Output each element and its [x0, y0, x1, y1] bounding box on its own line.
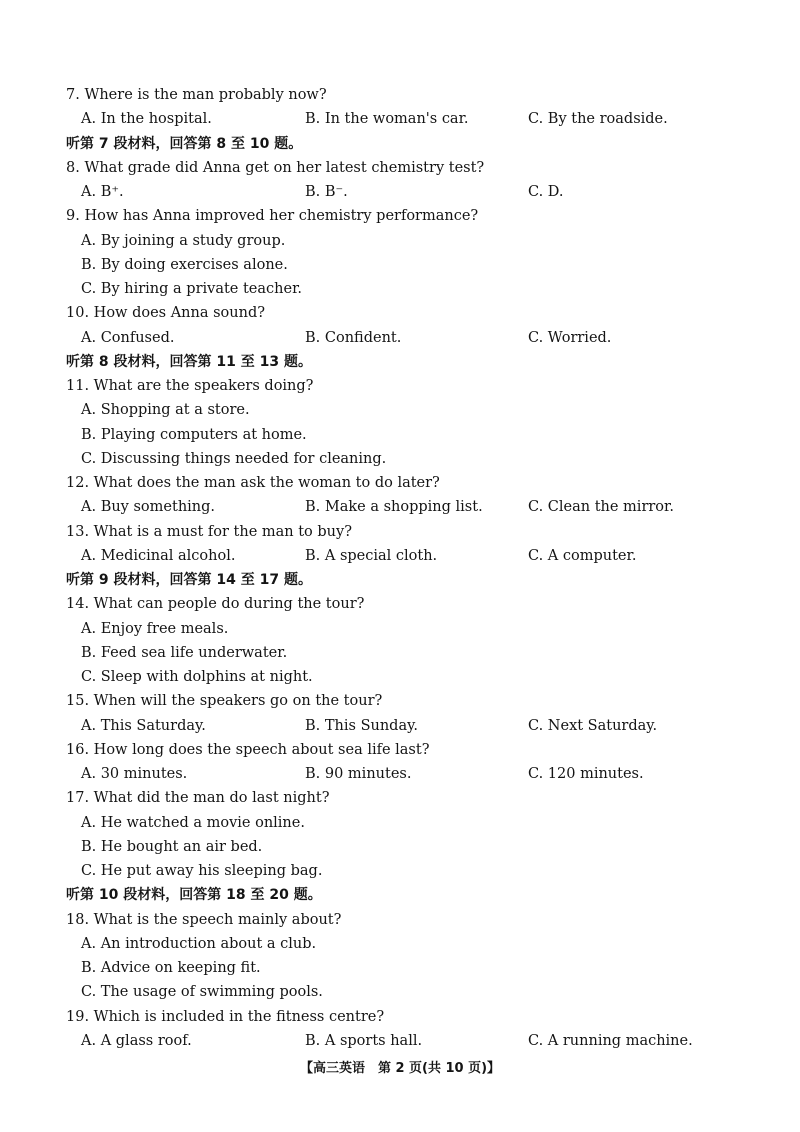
section-instruction: 听第 8 段材料，回答第 11 至 13 题。 — [66, 353, 312, 370]
option-line: B. Feed sea life underwater. — [81, 644, 288, 661]
question-text: 18. What is the speech mainly about? — [66, 911, 342, 928]
option-line: B. Playing computers at home. — [81, 426, 307, 443]
option-a: A. Medicinal alcohol. — [81, 547, 236, 564]
question-text: 10. How does Anna sound? — [66, 305, 266, 322]
option-c: C. Worried. — [528, 329, 612, 346]
option-a: A. In the hospital. — [81, 111, 212, 128]
section-instruction: 听第 7 段材料，回答第 8 至 10 题。 — [66, 135, 303, 152]
option-c: C. 120 minutes. — [528, 766, 644, 782]
option-a: A. This Saturday. — [81, 717, 206, 734]
option-c: C. D. — [528, 184, 564, 200]
question-text: 12. What does the man ask the woman to do later? — [66, 475, 440, 491]
question-text: 7. Where is the man probably now? — [66, 87, 327, 103]
question-text: 19. Which is included in the fitness centre? — [66, 1008, 385, 1025]
option-a: A. Confused. — [81, 329, 175, 346]
page-footer: 【高三英语 第 2 页(共 10 页)】 — [299, 1061, 501, 1076]
option-row — [0, 495, 800, 519]
question-text: 9. How has Anna improved her chemistry performance? — [66, 208, 479, 225]
option-line: C. Discussing things needed for cleaning. — [81, 450, 387, 467]
option-b: B. Confident. — [305, 329, 402, 346]
option-b: B. A special cloth. — [305, 547, 438, 564]
option-c: C. Clean the mirror. — [528, 499, 674, 516]
option-line: A. Shopping at a store. — [81, 402, 250, 419]
option-line: A. By joining a study group. — [81, 232, 286, 249]
option-row — [0, 1029, 800, 1053]
option-b: B. 90 minutes. — [305, 766, 412, 782]
option-a: A. B⁺. — [81, 184, 124, 200]
option-c: C. A running machine. — [528, 1032, 693, 1049]
option-line: C. By hiring a private teacher. — [81, 281, 303, 297]
option-row — [0, 714, 800, 738]
section-instruction: 听第 10 段材料，回答第 18 至 20 题。 — [66, 887, 322, 904]
option-line: A. Enjoy free meals. — [81, 620, 229, 637]
option-a: A. 30 minutes. — [81, 766, 188, 782]
question-text: 11. What are the speakers doing? — [66, 378, 314, 394]
option-line: C. He put away his sleeping bag. — [81, 863, 323, 879]
question-text: 8. What grade did Anna get on her latest chemistry test? — [66, 159, 485, 176]
section-instruction: 听第 9 段材料，回答第 14 至 17 题。 — [66, 572, 312, 588]
option-b: B. B⁻. — [305, 184, 348, 200]
option-b: B. Make a shopping list. — [305, 499, 483, 516]
option-line: C. The usage of swimming pools. — [81, 984, 323, 1001]
question-text: 16. How long does the speech about sea life last? — [66, 741, 430, 758]
question-text: 14. What can people do during the tour? — [66, 596, 365, 613]
option-line: B. He bought an air bed. — [81, 838, 263, 855]
option-c: C. Next Saturday. — [528, 717, 658, 734]
option-line: C. Sleep with dolphins at night. — [81, 669, 313, 685]
option-c: C. By the roadside. — [528, 111, 668, 128]
option-row — [0, 762, 800, 786]
option-line: A. An introduction about a club. — [81, 935, 317, 952]
option-line: B. Advice on keeping fit. — [81, 960, 261, 976]
option-b: B. A sports hall. — [305, 1032, 423, 1049]
option-row — [0, 107, 800, 131]
option-b: B. This Sunday. — [305, 717, 418, 734]
option-line: A. He watched a movie online. — [81, 814, 305, 831]
option-row — [0, 326, 800, 350]
option-a: A. Buy something. — [81, 499, 216, 516]
question-text: 17. What did the man do last night? — [66, 790, 330, 807]
option-c: C. A computer. — [528, 547, 637, 564]
question-text: 15. When will the speakers go on the tour? — [66, 693, 383, 710]
option-row — [0, 544, 800, 568]
option-a: A. A glass roof. — [81, 1032, 192, 1049]
question-text: 13. What is a must for the man to buy? — [66, 523, 352, 540]
option-b: B. In the woman's car. — [305, 111, 469, 128]
option-line: B. By doing exercises alone. — [81, 256, 288, 273]
option-row — [0, 180, 800, 204]
